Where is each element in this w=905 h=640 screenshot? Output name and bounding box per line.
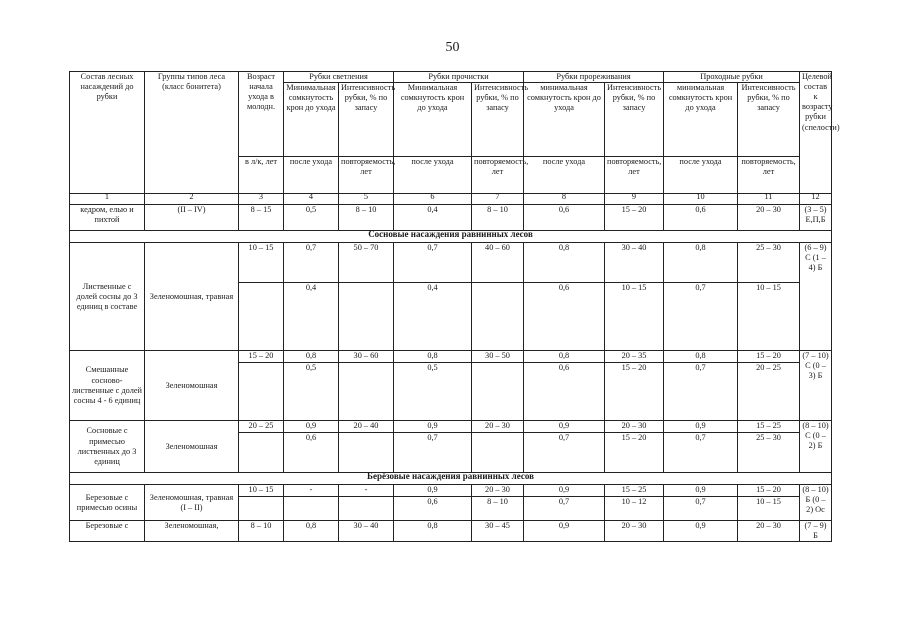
cell-value: 20 – 30 <box>605 521 664 542</box>
cell-value: 50 – 70 <box>339 243 394 283</box>
header-after-3: после ухода <box>524 157 605 194</box>
cell-value: 0,5 <box>284 205 339 231</box>
cell-target <box>800 243 832 351</box>
col-number: 7 <box>472 192 524 203</box>
cell-value: 10 – 12 <box>605 497 664 521</box>
cell-value: 10 – 15 <box>738 497 800 521</box>
cell-value: 30 – 60 <box>339 351 394 363</box>
header-composition: Состав лесных насаждений до рубки <box>70 72 145 194</box>
cell-target: (7 – 9) Б <box>800 521 832 542</box>
header-group-thinning: Рубки прореживания <box>524 72 664 83</box>
cell-empty <box>339 433 394 473</box>
header-passing-int: Интенсивность рубки, % по запасу <box>738 83 800 157</box>
composition-text: Сосновые с примесью лиственных до 3 единиц <box>77 426 137 466</box>
cell-value: 15 – 20 <box>239 351 284 363</box>
header-repeat-4: повторяемость, лет <box>738 157 800 194</box>
header-cleaning-int: Интенсивность рубки, % по запасу <box>472 83 524 157</box>
cell-empty <box>239 497 284 521</box>
cell-value: 0,4 <box>394 205 472 231</box>
cell-composition <box>70 485 145 521</box>
forest-type-text: Зеленомошная <box>165 441 218 451</box>
cell-value: 0,8 <box>394 351 472 363</box>
column-numbers-row <box>70 194 832 205</box>
cell-value: 20 – 25 <box>738 363 800 421</box>
cell-value: 0,7 <box>664 433 738 473</box>
header-row-groups <box>70 72 832 83</box>
col-number: 4 <box>284 192 339 203</box>
cell-composition: Березовые с <box>70 521 145 542</box>
cell-value: 30 – 50 <box>472 351 524 363</box>
cell-value: 0,8 <box>524 351 605 363</box>
cell-value: 20 – 25 <box>239 421 284 433</box>
cell-value: 15 – 25 <box>738 421 800 433</box>
cell-value: 10 – 15 <box>605 283 664 351</box>
col-number: 8 <box>524 192 605 203</box>
cell-value: 8 – 10 <box>472 497 524 521</box>
header-after-1: после ухода <box>284 157 339 194</box>
cell-value: 0,9 <box>524 521 605 542</box>
cell-value: 0,9 <box>394 485 472 497</box>
cell-value: 0,6 <box>524 283 605 351</box>
cell-value: 20 – 35 <box>605 351 664 363</box>
cell-value: 20 – 40 <box>339 421 394 433</box>
cell-value: 0,8 <box>394 521 472 542</box>
cell-empty <box>472 283 524 351</box>
cell-value: 0,7 <box>394 433 472 473</box>
cell-value: 8 – 15 <box>239 205 284 231</box>
page-number: 50 <box>445 40 460 55</box>
cell-value: 0,7 <box>664 497 738 521</box>
table-row <box>70 485 832 497</box>
table-row <box>70 243 832 283</box>
cell-empty <box>339 363 394 421</box>
cell-empty <box>239 363 284 421</box>
cell-value: 15 – 20 <box>738 485 800 497</box>
target-text: (6 – 9) С (1 – 4) Б <box>804 243 827 273</box>
cell-value: - <box>339 485 394 497</box>
cell-value: 0,8 <box>284 521 339 542</box>
cell-value: 30 – 40 <box>605 243 664 283</box>
cell-value: 0,7 <box>524 497 605 521</box>
cell-empty <box>339 497 394 521</box>
header-repeat-3: повторяемость, лет <box>605 157 664 194</box>
cell-value: 30 – 40 <box>339 521 394 542</box>
col-number: 3 <box>239 192 284 203</box>
cell-value: 8 – 10 <box>239 521 284 542</box>
cell-value: 0,6 <box>524 363 605 421</box>
cell-value: 25 – 30 <box>738 433 800 473</box>
header-age-unit: в л/к, лет <box>239 157 284 194</box>
cell-value: 0,7 <box>664 283 738 351</box>
cell-target: (3 – 5) Е,П,Б <box>800 205 832 231</box>
cell-value: 15 – 20 <box>605 433 664 473</box>
cell-value: 15 – 20 <box>605 205 664 231</box>
col-number: 1 <box>70 192 145 203</box>
header-passing-min: минимальная сомкнутость крон до ухода <box>664 83 738 157</box>
composition-text: Березовые с примесью осины <box>76 492 138 512</box>
header-target-composition: Целевой состав к возрасту рубки (спелости) <box>800 72 832 194</box>
target-text: (7 – 10) С (0 – 3) Б <box>802 351 829 381</box>
section-title-pine: Сосновые насаждения равнинных лесов <box>70 229 832 241</box>
cell-forest-type <box>145 421 239 473</box>
cell-value: 15 – 20 <box>738 351 800 363</box>
header-thinning-int: Интенсивность рубки, % по запасу <box>605 83 664 157</box>
cell-value: 0,6 <box>394 497 472 521</box>
cell-value: 0,9 <box>394 421 472 433</box>
cell-value: 20 – 30 <box>738 521 800 542</box>
header-group-clearing: Рубки светления <box>284 72 394 83</box>
header-start-age: Возраст начала ухода в молодн. <box>239 72 284 157</box>
cell-empty <box>472 363 524 421</box>
cell-value: 0,9 <box>284 421 339 433</box>
cell-value: 0,6 <box>524 205 605 231</box>
target-text: (8 – 10) Б (0 – 2) Ос <box>802 485 829 515</box>
cell-forest-type: (II – IV) <box>145 205 239 231</box>
forest-type-text: Зеленомошная <box>165 380 218 390</box>
cell-empty <box>239 283 284 351</box>
col-number: 6 <box>394 192 472 203</box>
cell-value: 8 – 10 <box>472 205 524 231</box>
cell-forest-type: Зеленомошная, <box>145 521 239 542</box>
cell-value: 0,9 <box>664 521 738 542</box>
section-heading-row <box>70 231 832 243</box>
cell-value: 20 – 30 <box>472 421 524 433</box>
cell-forest-type <box>145 351 239 421</box>
header-group-cleaning: Рубки прочистки <box>394 72 524 83</box>
cell-value: 0,6 <box>284 433 339 473</box>
cell-value: 15 – 25 <box>605 485 664 497</box>
header-forest-type: Группы типов леса (класс бонитета) <box>145 72 239 194</box>
cell-value: 0,5 <box>284 363 339 421</box>
header-after-4: после ухода <box>664 157 738 194</box>
header-group-passing: Проходные рубки <box>664 72 800 83</box>
cell-empty <box>472 433 524 473</box>
cell-value: 20 – 30 <box>605 421 664 433</box>
cell-value: 0,8 <box>664 351 738 363</box>
cell-value: 0,7 <box>524 433 605 473</box>
cell-value: 0,4 <box>284 283 339 351</box>
cell-value: 30 – 45 <box>472 521 524 542</box>
forestry-table <box>69 71 840 542</box>
cell-target <box>800 351 832 421</box>
cell-value: 0,5 <box>394 363 472 421</box>
cell-value: 10 – 15 <box>239 485 284 497</box>
target-text: (8 – 10) С (0 – 2) Б <box>802 421 829 451</box>
cell-empty <box>284 497 339 521</box>
cell-value: 0,8 <box>664 243 738 283</box>
col-number: 2 <box>145 192 239 203</box>
header-cleaning-min: Минимальная сомкнутость крон до ухода <box>394 83 472 157</box>
composition-text: Лиственные с долей сосны до 3 единиц в составе <box>76 281 138 311</box>
cell-value: 10 – 15 <box>239 243 284 283</box>
cell-empty <box>239 433 284 473</box>
cell-value: 20 – 30 <box>738 205 800 231</box>
header-repeat-2: повторяемость, лет <box>472 157 524 194</box>
col-number: 11 <box>738 192 800 203</box>
cell-value: 0,8 <box>524 243 605 283</box>
cell-value: 0,7 <box>394 243 472 283</box>
header-repeat-1: повторяемость, лет <box>339 157 394 194</box>
cell-value: 15 – 20 <box>605 363 664 421</box>
table-row <box>70 205 832 231</box>
cell-composition <box>70 243 145 351</box>
forest-type-text: Зеленомошная, травная (I – II) <box>149 492 234 512</box>
cell-value: 8 – 10 <box>339 205 394 231</box>
cell-target <box>800 485 832 521</box>
cell-value: 0,9 <box>524 485 605 497</box>
table-row <box>70 351 832 363</box>
cell-empty <box>339 283 394 351</box>
cell-value: 0,9 <box>664 421 738 433</box>
cell-forest-type <box>145 243 239 351</box>
col-number: 5 <box>339 192 394 203</box>
cell-target <box>800 421 832 473</box>
cell-value: 0,8 <box>284 351 339 363</box>
cell-forest-type <box>145 485 239 521</box>
col-number: 12 <box>800 192 832 203</box>
cell-value: - <box>284 485 339 497</box>
cell-value: 0,9 <box>664 485 738 497</box>
cell-value: 10 – 15 <box>738 283 800 351</box>
cell-value: 40 – 60 <box>472 243 524 283</box>
cell-value: 0,7 <box>664 363 738 421</box>
header-clearing-int: Интенсивность рубки, % по запасу <box>339 83 394 157</box>
cell-composition: кедром, елью и пихтой <box>70 205 145 231</box>
table-row <box>70 521 832 542</box>
cell-composition <box>70 421 145 473</box>
cell-value: 0,4 <box>394 283 472 351</box>
cell-value: 20 – 30 <box>472 485 524 497</box>
col-number: 10 <box>664 192 738 203</box>
cell-composition <box>70 351 145 421</box>
cell-value: 0,7 <box>284 243 339 283</box>
header-clearing-min: Минимальная сомкнутость крон до ухода <box>284 83 339 157</box>
section-title-birch: Берёзовые насаждения равнинных лесов <box>70 471 832 483</box>
header-after-2: после ухода <box>394 157 472 194</box>
cell-value: 0,6 <box>664 205 738 231</box>
cell-value: 0,9 <box>524 421 605 433</box>
section-heading-row <box>70 473 832 485</box>
forest-type-text: Зеленомошная, травная <box>149 291 234 301</box>
header-thinning-min: минимальная сомкнутость крон до ухода <box>524 83 605 157</box>
col-number: 9 <box>605 192 664 203</box>
composition-text: Смешанные сосново-лиственные с долей сосны 4 - 6 единиц <box>72 365 142 405</box>
table-row <box>70 421 832 433</box>
cell-value: 25 – 30 <box>738 243 800 283</box>
